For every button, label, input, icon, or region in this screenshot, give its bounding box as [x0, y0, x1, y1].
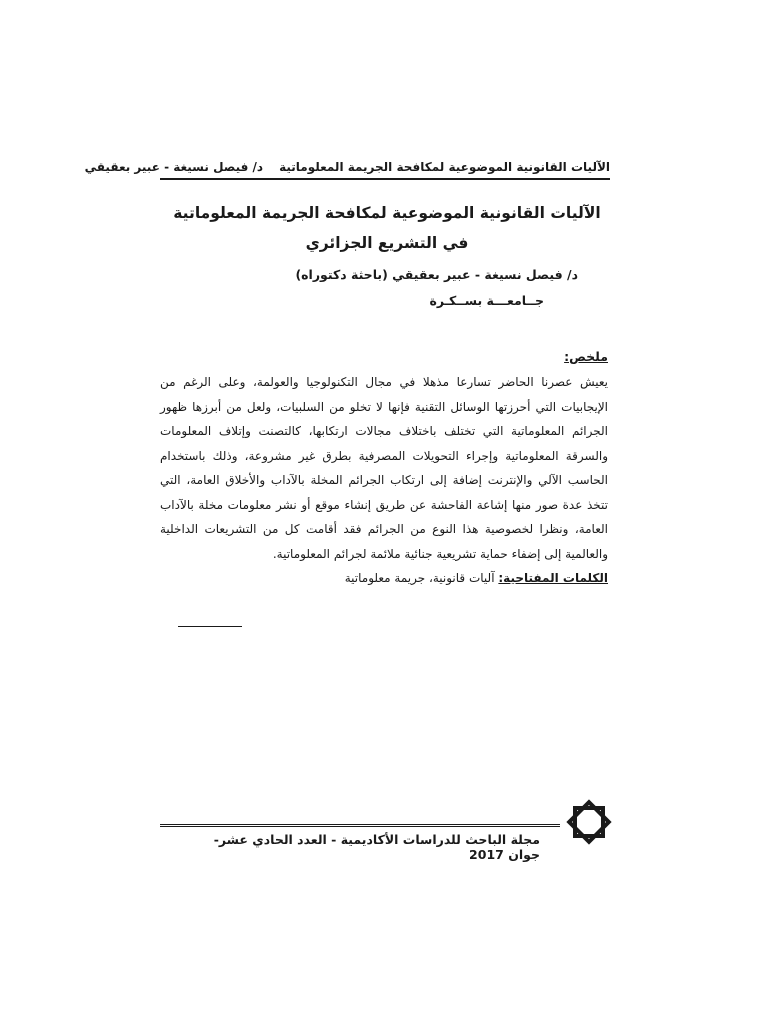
header-rule: [160, 178, 610, 180]
journal-logo-icon: [565, 798, 613, 846]
author-university: جــامعـــة بســكـرة: [429, 293, 544, 308]
abstract-section: [160, 346, 608, 590]
running-header-title: الآليات القانونية الموضوعية لمكافحة الجريمة المعلوماتية: [279, 160, 610, 174]
abstract-text: يعيش عصرنا الحاضر تسارعا مذهلا في مجال التكنولوجيا والعولمة، وعلى الرغم من الإيجابيات التي أحرزتها الوسائل التقنية فإنها لا تخلو من السلبيات، ولعل من أبرزها ظهور الجرائم المعلوماتية التي تختلف باختلاف مجالات ارتكابها، كالتصنت وإتلاف المعلومات والسرقة المعلوماتية وإجراء التحويلات المصرفية بطرق غير مشروعة، وذلك باستخدام الحاسب الآلي والإنترنت إضافة إلى ارتكاب الجرائم المخلة بالآداب والأخلاق العامة، التي تتخذ عدة صور منها إشاعة الفاحشة عن طريق إنشاء موقع أو نشر معلومات مخلة بالآداب العامة، ونظرا لخصوصية هذا النوع من الجرائم فقد أقامت كل من التشريعات الداخلية والعالمية إلى إضفاء حماية تشريعية جنائية ملائمة لجرائم المعلوماتية.: [160, 375, 608, 561]
footer-rule: [160, 824, 560, 830]
author-block: [295, 262, 578, 314]
article-title-line-1: الآليات القانونية الموضوعية لمكافحة الجريمة المعلوماتية: [173, 204, 601, 222]
author-names: د/ فيصل نسيغة - عبير بعقيقي (باحثة دكتوراه): [295, 267, 578, 282]
running-header: [84, 160, 610, 174]
footnote-rule: [178, 626, 242, 627]
article-title-line-2: في التشريع الجزائري: [305, 234, 469, 252]
keywords-line: [160, 566, 608, 590]
running-header-authors: د/ فيصل نسيغة - عبير بعقيقي: [84, 160, 264, 174]
article-title: [170, 198, 604, 258]
keywords-label: الكلمات المفتاحية:: [498, 571, 608, 585]
keywords-text: آليات قانونية، جريمة معلوماتية: [344, 571, 495, 585]
abstract-label: ملخص:: [564, 349, 608, 364]
journal-footer: مجلة الباحث للدراسات الأكاديمية - العدد الحادي عشر- جوان 2017: [213, 832, 540, 862]
